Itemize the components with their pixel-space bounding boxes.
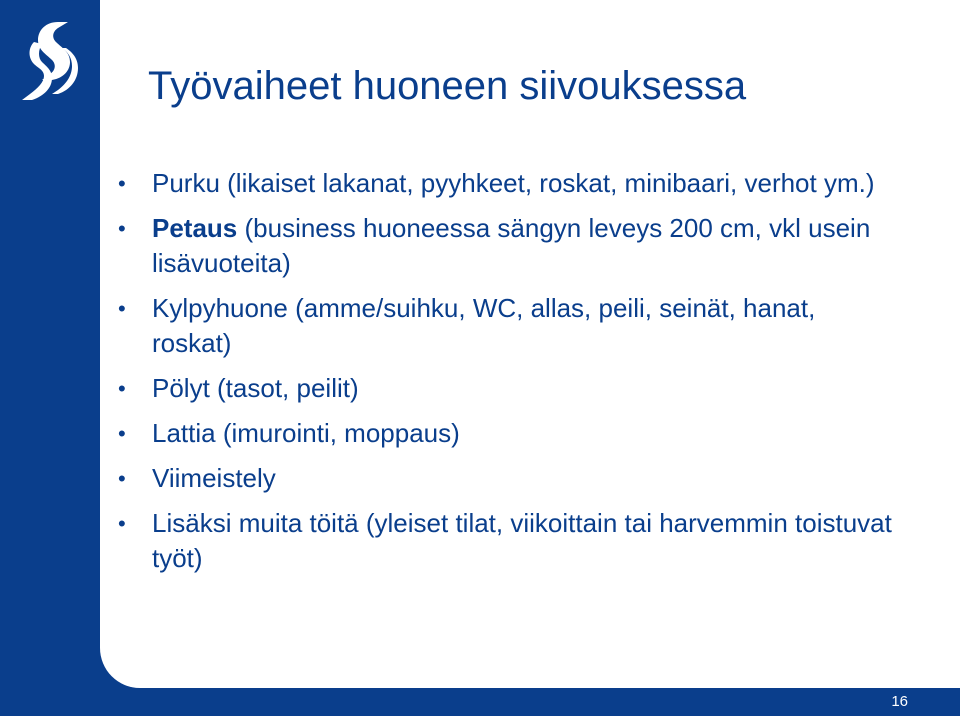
page-number: 16 xyxy=(891,693,908,710)
brand-sidebar xyxy=(0,0,100,716)
bullet-dot-icon: • xyxy=(118,296,126,321)
slide-content xyxy=(100,0,960,688)
bullet-dot-icon: • xyxy=(118,171,126,196)
s-logo-icon xyxy=(18,18,80,104)
bullet-dot-icon: • xyxy=(118,421,126,446)
bullet-bold-text: Petaus xyxy=(152,213,238,243)
slide-title: Työvaiheet huoneen siivouksessa xyxy=(148,64,747,108)
bullet-item xyxy=(114,291,894,361)
bullet-text: Viimeistely xyxy=(152,463,276,493)
bullet-text: Kylpyhuone (amme/suihku, WC, allas, peili, seinät, hanat, roskat) xyxy=(152,293,816,358)
bullet-item xyxy=(114,371,894,406)
bullet-dot-icon: • xyxy=(118,466,126,491)
bullet-item xyxy=(114,461,894,496)
bullet-text: Pölyt (tasot, peilit) xyxy=(152,373,359,403)
bullet-dot-icon: • xyxy=(118,376,126,401)
bullet-item xyxy=(114,506,894,576)
bullet-item xyxy=(114,166,894,201)
bullet-list xyxy=(114,166,894,586)
bullet-item xyxy=(114,416,894,451)
bullet-dot-icon: • xyxy=(118,511,126,536)
bullet-item xyxy=(114,211,894,281)
bullet-dot-icon: • xyxy=(118,216,126,241)
bullet-text: Lisäksi muita töitä (yleiset tilat, viikoittain tai harvemmin toistuvat työt) xyxy=(152,508,892,573)
bullet-text: Purku (likaiset lakanat, pyyhkeet, roskat, minibaari, verhot ym.) xyxy=(152,168,875,198)
bullet-text: Lattia (imurointi, moppaus) xyxy=(152,418,460,448)
bullet-text: (business huoneessa sängyn leveys 200 cm, vkl usein lisävuoteita) xyxy=(152,213,871,278)
